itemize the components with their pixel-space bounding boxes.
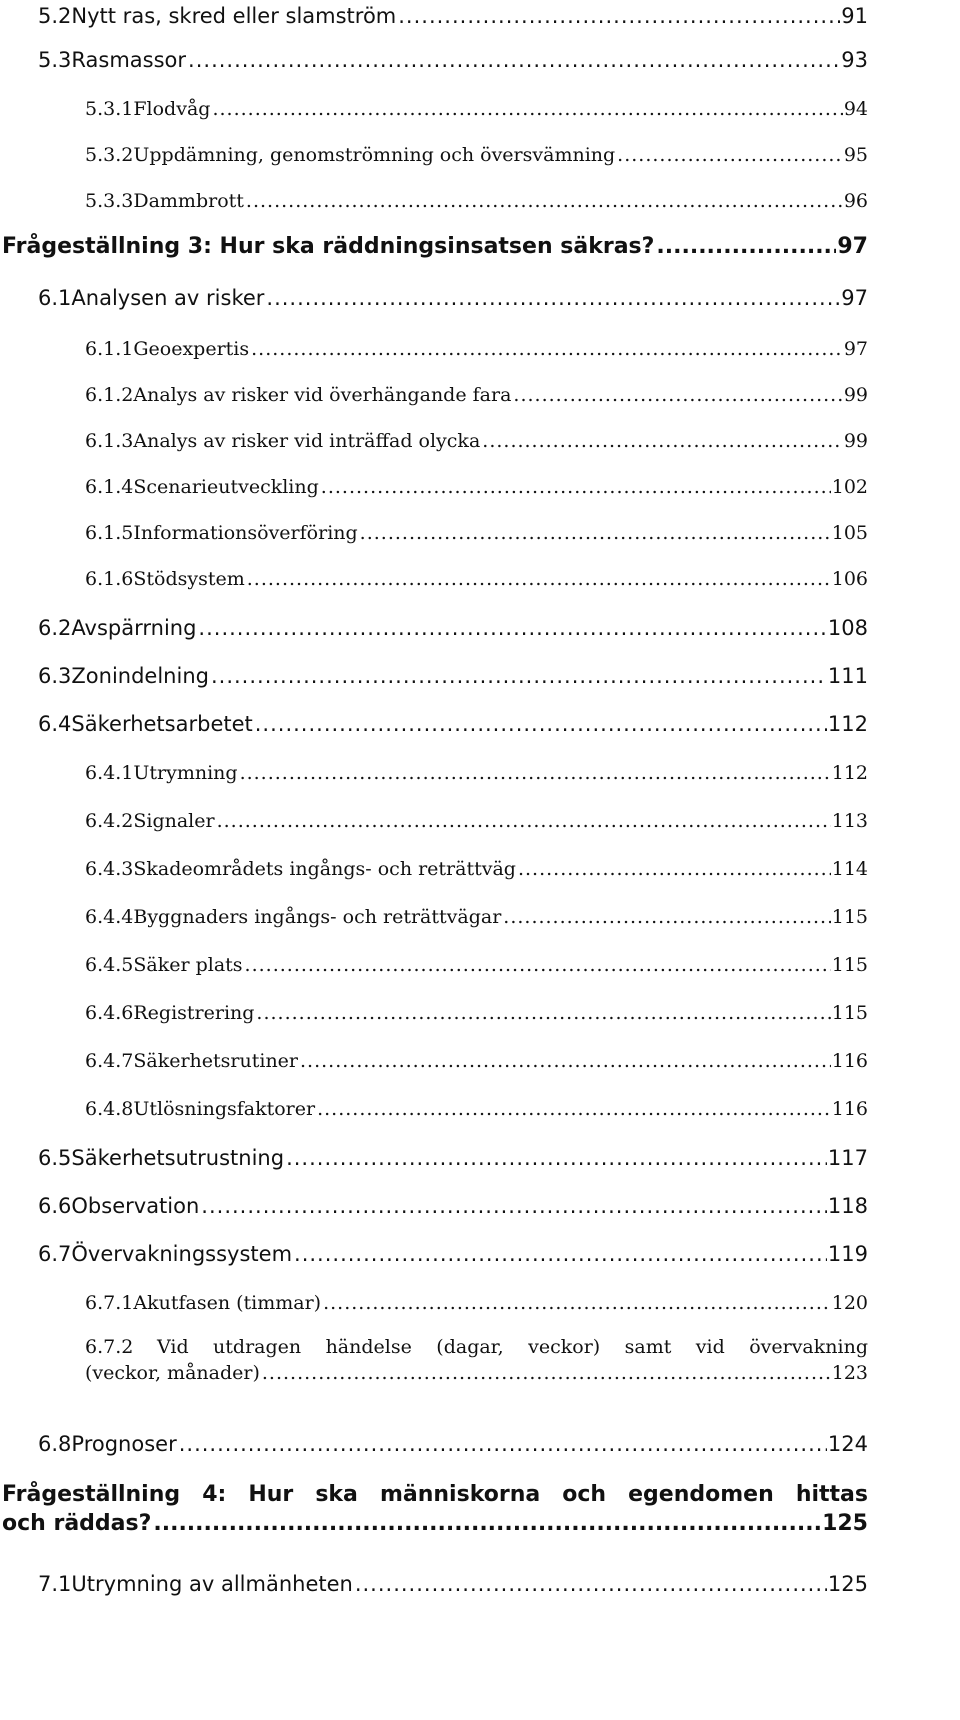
toc-entry[interactable] [38,48,868,72]
dot-leader [256,1002,830,1024]
toc-entry-number: 5.3 [38,48,72,72]
toc-entry[interactable] [85,568,868,590]
dot-leader [518,858,831,880]
toc-entry-page: 108 [827,616,868,640]
toc-entry-title: Analys av risker vid inträffad olycka [133,430,481,452]
toc-entry-title: Akutfasen (timmar) [133,1292,322,1314]
toc-entry-page: 106 [831,568,868,590]
dot-leader [240,762,831,784]
dot-leader [617,144,843,166]
toc-entry-number: 5.2 [38,4,72,28]
toc-entry[interactable] [85,522,868,544]
dot-leader [247,568,831,590]
toc-entry-title: Utrymning [133,762,238,784]
toc-entry-page: 99 [843,384,868,406]
toc-entry-page: 91 [841,4,868,28]
toc-entry-title: Uppdämning, genomströmning och översvämning [133,144,616,166]
toc-entry[interactable] [85,338,868,360]
toc-entry-title: Avspärrning [71,616,197,640]
toc-entry-title: Registrering [133,1002,255,1024]
toc-entry-number: 6.4.5 [85,954,134,976]
toc-entry-page: 99 [843,430,868,452]
toc-entry-page: 97 [841,286,868,310]
toc-chapter-title: Frågeställning 3: Hur ska räddningsinsatsen säkras? [2,234,655,259]
toc-entry[interactable] [38,4,868,28]
toc-entry-number: 6.4.2 [85,810,134,832]
toc-entry-number: 6.1.5 [85,522,134,544]
toc-entry-number: 5.3.1 [85,98,134,120]
toc-entry-title: Utrymning av allmänheten [71,1572,353,1596]
dot-leader [360,522,831,544]
toc-entry-number: 6.2 [38,616,72,640]
dot-leader [201,1194,827,1218]
dot-leader [503,906,830,928]
toc-entry-number: 6.4.1 [85,762,134,784]
toc-entry[interactable] [38,616,868,640]
toc-entry-number: 6.4.4 [85,906,134,928]
toc-entry[interactable] [85,1050,868,1072]
toc-entry[interactable] [38,1194,868,1218]
toc-entry-page: 96 [843,190,868,212]
dot-leader [321,476,831,498]
dot-leader [294,1242,827,1266]
toc-entry-number: 6.7 [38,1242,72,1266]
dot-leader [398,4,840,28]
toc-entry-line-1 [85,1336,868,1358]
toc-chapter-page: 97 [837,234,868,259]
toc-entry[interactable] [85,906,868,928]
toc-entry-page: 117 [827,1146,868,1170]
toc-entry-number: 6.7.1 [85,1292,134,1314]
dot-leader [317,1098,831,1120]
toc-entry-page: 97 [843,338,868,360]
dot-leader [300,1050,831,1072]
toc-entry[interactable] [38,664,868,688]
toc-entry-page: 94 [843,98,868,120]
toc-entry-number: 6.6 [38,1194,72,1218]
dot-leader [656,234,836,259]
toc-entry-number: 6.4 [38,712,72,736]
toc-entry-title: Övervakningssystem [71,1242,293,1266]
toc-entry-page: 115 [831,906,868,928]
toc-entry[interactable] [85,954,868,976]
toc-entry[interactable] [85,98,868,120]
toc-entry-title: Analys av risker vid överhängande fara [133,384,512,406]
dot-leader [513,384,842,406]
toc-entry-title: Scenarieutveckling [133,476,319,498]
toc-entry-number: 6.4.3 [85,858,134,880]
toc-entry-page: 113 [831,810,868,832]
toc-entry-page: 95 [843,144,868,166]
toc-entry[interactable] [38,712,868,736]
toc-entry[interactable] [85,1098,868,1120]
toc-entry-title: Prognoser [71,1432,177,1456]
toc-entry-title: Observation [71,1194,200,1218]
toc-entry-number: 6.1.4 [85,476,134,498]
toc-chapter-multiline[interactable] [2,1482,868,1536]
toc-chapter-line-2 [2,1511,868,1536]
toc-entry-title: Dammbrott [133,190,244,212]
toc-entry-title: Säkerhetsutrustning [71,1146,285,1170]
toc-entry-number: 6.5 [38,1146,72,1170]
toc-entry-page: 115 [831,1002,868,1024]
toc-chapter-title-line2: och räddas? [2,1511,152,1536]
dot-leader [266,286,840,310]
toc-entry-number: 6.4.8 [85,1098,134,1120]
toc-entry[interactable] [38,1146,868,1170]
toc-entry-number: 6.1.3 [85,430,134,452]
toc-entry[interactable] [85,144,868,166]
toc-chapter-title-line1: Frågeställning 4: Hur ska människorna och egendomen hittas [2,1482,868,1507]
toc-entry-title: Utlösningsfaktorer [133,1098,316,1120]
toc-entry-number: 5.3.3 [85,190,134,212]
toc-entry[interactable] [85,476,868,498]
toc-entry-number: 6.4.6 [85,1002,134,1024]
dot-leader [246,190,843,212]
toc-entry[interactable] [85,1002,868,1024]
toc-entry-title: Skadeområdets ingångs- och reträttväg [133,858,516,880]
toc-entry-page: 111 [827,664,868,688]
toc-entry-title: Analysen av risker [71,286,265,310]
toc-entry-number: 6.1.6 [85,568,134,590]
toc-entry-number: 7.1 [38,1572,72,1596]
toc-entry-number: 6.3 [38,664,72,688]
toc-entry-page: 105 [831,522,868,544]
dot-leader [212,98,842,120]
dot-leader [355,1572,827,1596]
toc-entry-title: Säkerhetsrutiner [133,1050,299,1072]
toc-entry-multiline[interactable] [85,1336,868,1384]
toc-entry-line-2 [85,1362,868,1384]
dot-leader [153,1511,821,1536]
toc-entry-page: 102 [831,476,868,498]
dot-leader [211,664,827,688]
toc-entry-title: Säkerhetsarbetet [71,712,253,736]
toc-entry-page: 116 [831,1050,868,1072]
toc-entry-page: 93 [841,48,868,72]
toc-chapter-page: 125 [822,1511,868,1536]
dot-leader [179,1432,827,1456]
toc-entry[interactable] [38,1242,868,1266]
toc-entry-number: 5.3.2 [85,144,134,166]
toc-entry-page: 123 [831,1362,868,1384]
toc-chapter[interactable] [2,234,868,259]
dot-leader [262,1362,831,1384]
dot-leader [286,1146,827,1170]
toc-entry-number: 6.8 [38,1432,72,1456]
toc-entry-page: 112 [831,762,868,784]
toc-entry-page: 125 [827,1572,868,1596]
dot-leader [255,712,827,736]
toc-entry-title: Zonindelning [71,664,209,688]
toc-entry-title: Byggnaders ingångs- och reträttvägar [133,906,502,928]
toc-entry-number: 6.1 [38,286,72,310]
toc-entry-title: Flodvåg [133,98,211,120]
toc-entry-page: 115 [831,954,868,976]
toc-entry-title: Signaler [133,810,215,832]
dot-leader [188,48,840,72]
toc-entry[interactable] [85,430,868,452]
toc-entry-page: 118 [827,1194,868,1218]
toc-entry-title: Stödsystem [133,568,245,590]
toc-entry[interactable] [38,286,868,310]
toc-entry-title: Nytt ras, skred eller slamström [71,4,397,28]
toc-entry[interactable] [85,1292,868,1314]
toc-entry-page: 116 [831,1098,868,1120]
toc-entry[interactable] [85,762,868,784]
dot-leader [198,616,826,640]
toc-entry-title: Rasmassor [71,48,187,72]
dot-leader [482,430,843,452]
toc-entry[interactable] [38,1432,868,1456]
toc-entry-title: Säker plats [133,954,243,976]
toc-entry-page: 119 [827,1242,868,1266]
toc-entry-title: Geoexpertis [133,338,250,360]
dot-leader [245,954,831,976]
toc-entry-title: Informationsöverföring [133,522,358,544]
toc-entry[interactable] [85,190,868,212]
toc-entry-number: 6.1.1 [85,338,134,360]
toc-entry-title-line2: (veckor, månader) [85,1362,260,1384]
toc-entry-number: 6.1.2 [85,384,134,406]
dot-leader [251,338,843,360]
toc-entry-page: 112 [827,712,868,736]
toc-entry[interactable] [85,810,868,832]
toc-entry-number: 6.4.7 [85,1050,134,1072]
toc-entry-page: 120 [831,1292,868,1314]
toc-entry[interactable] [38,1572,868,1596]
toc-entry-title-line1: Vid utdragen händelse (dagar, veckor) samt vid övervakning [157,1336,868,1358]
dot-leader [217,810,831,832]
dot-leader [323,1292,831,1314]
toc-entry-page: 114 [831,858,868,880]
toc-entry[interactable] [85,384,868,406]
toc-entry-number: 6.7.2 [85,1336,134,1358]
toc-entry[interactable] [85,858,868,880]
toc-entry-page: 124 [827,1432,868,1456]
